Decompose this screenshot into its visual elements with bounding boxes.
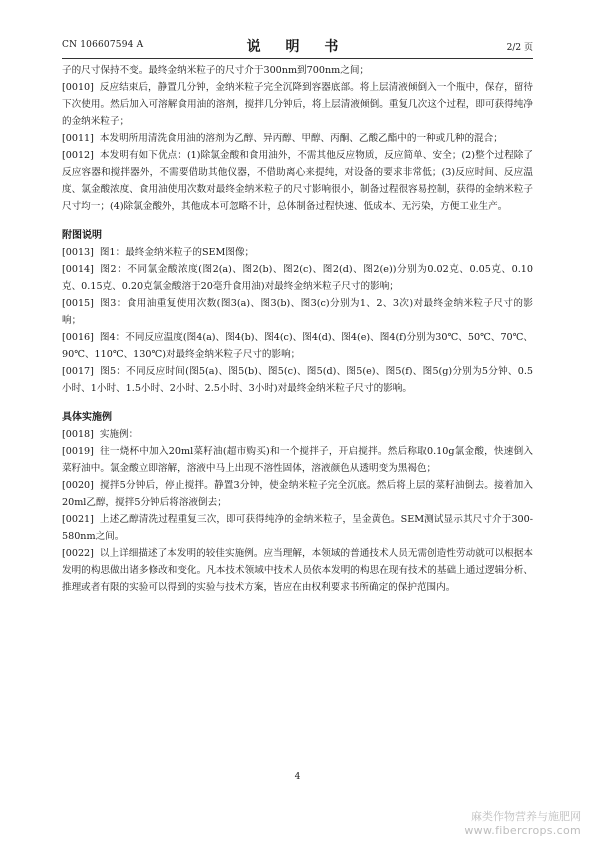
- paragraph-text: 上述乙醇清洗过程重复三次，即可获得纯净的金纳米粒子，呈金黄色。SEM测试显示其尺寸介于300-580nm之间。: [62, 514, 533, 542]
- document-title: 说 明 书: [246, 39, 349, 55]
- paragraph-text: 本发明有如下优点：(1)除氯金酸和食用油外，不需其他反应物质，反应简单、安全；(2)整个过程除了反应容器和搅拌器外，不需要借助其他仪器，不借助离心来提纯，对设备的要求非常低；(3)反应时间、反应温度、氯金酸浓度、食用油使用次数对最终金纳米粒子的尺寸影响很小，制备过程很容易控制，获得的金纳米粒子尺寸均一；(4)除氯金酸外，其他成本可忽略不计，总体制备过程快速、低成本、无污染，方便工业生产。: [62, 150, 533, 212]
- paragraph-number: [0017]: [62, 366, 94, 377]
- watermark: [464, 810, 581, 838]
- paragraph: [62, 62, 533, 79]
- page-number: 4: [294, 772, 301, 782]
- paragraph: [62, 511, 533, 545]
- paragraph: [62, 244, 533, 261]
- paragraph-number: [0022]: [62, 548, 94, 559]
- paragraph-number: [0012]: [62, 150, 94, 161]
- paragraph: [62, 329, 533, 363]
- paragraph: [62, 363, 533, 397]
- page-header: [62, 36, 533, 58]
- paragraph-text: 图1：最终金纳米粒子的SEM图像；: [99, 247, 255, 258]
- paragraph-group-top: [62, 62, 533, 215]
- paragraph: [62, 147, 533, 215]
- paragraph: [62, 295, 533, 329]
- document-body: [62, 62, 533, 596]
- paragraph-number: [0014]: [62, 264, 94, 275]
- paragraph-text: 实施例：: [99, 429, 139, 440]
- watermark-site-name: 麻类作物营养与施肥网: [471, 810, 581, 823]
- paragraph: [62, 443, 533, 477]
- header-divider: [62, 58, 533, 59]
- paragraph-text: 图5：不同反应时间(图5(a)、图5(b)、图5(c)、图5(d)、图5(e)、图5(f)、图5(g)分别为5分钟、0.5小时、1小时、1.5小时、2小时、2.5小时、3小时)对最终金纳米粒子尺寸的影响。: [62, 366, 533, 394]
- section-title-figures: 附图说明: [62, 230, 102, 241]
- paragraph-text: 图4：不同反应温度(图4(a)、图4(b)、图4(c)、图4(d)、图4(e)、图4(f)分别为30℃、50℃、70℃、90℃、110℃、130℃)对最终金纳米粒子尺寸的影响；: [62, 332, 533, 360]
- paragraph-text: 搅拌5分钟后，停止搅拌。静置3分钟，使金纳米粒子完全沉底。然后将上层的菜籽油倒去。接着加入20ml乙醇，搅拌5分钟后将溶液倒去；: [62, 480, 533, 508]
- paragraph-number: [0013]: [62, 247, 94, 258]
- page-fraction: 2/2 页: [506, 43, 533, 53]
- paragraph-group-figures: [62, 244, 533, 397]
- paragraph-text: 图2：不同氯金酸浓度(图2(a)、图2(b)、图2(c)、图2(d)、图2(e))分别为0.02克、0.05克、0.10克、0.15克、0.20克氯金酸溶于20毫升食用油)对最终金纳米粒子尺寸的影响；: [62, 264, 533, 292]
- section-title-examples: 具体实施例: [62, 412, 112, 423]
- paragraph-number: [0015]: [62, 298, 94, 309]
- paragraph: [62, 477, 533, 511]
- paragraph-text: 反应结束后，静置几分钟，金纳米粒子完全沉降到容器底部。将上层清液倾倒入一个瓶中，保存，留待下次使用。然后加入可溶解食用油的溶剂，搅拌几分钟后，将上层清液倾倒。重复几次这个过程，即可获得纯净的金纳米粒子；: [62, 82, 533, 127]
- paragraph-text: 子的尺寸保持不变。最终金纳米粒子的尺寸介于300nm到700nm之间；: [62, 65, 370, 76]
- paragraph: [62, 79, 533, 130]
- paragraph-number: [0021]: [62, 514, 94, 525]
- paragraph-number: [0010]: [62, 82, 94, 93]
- paragraph: [62, 426, 533, 443]
- publication-number: CN 106607594 A: [62, 40, 144, 50]
- paragraph-text: 以上详细描述了本发明的较佳实施例。应当理解，本领域的普通技术人员无需创造性劳动就可以根据本发明的构思做出诸多修改和变化。凡本技术领域中技术人员依本发明的构思在现有技术的基础上通过逻辑分析、推理或者有限的实验可以得到的实验与技术方案，皆应在由权利要求书所确定的保护范围内。: [62, 548, 533, 593]
- paragraph: [62, 261, 533, 295]
- paragraph-text: 往一烧杯中加入20ml菜籽油(超市购买)和一个搅拌子，开启搅拌。然后称取0.10g氯金酸，快速倒入菜籽油中。氯金酸立即溶解，溶液中马上出现不溶性固体，溶液颜色从透明变为黑褐色；: [62, 446, 533, 474]
- paragraph-number: [0019]: [62, 446, 94, 457]
- paragraph-number: [0016]: [62, 332, 94, 343]
- paragraph-number: [0011]: [62, 133, 94, 144]
- paragraph-text: 图3：食用油重复使用次数(图3(a)、图3(b)、图3(c)分别为1、2、3次)对最终金纳米粒子尺寸的影响；: [62, 298, 533, 326]
- paragraph: [62, 545, 533, 596]
- paragraph-number: [0018]: [62, 429, 94, 440]
- paragraph: [62, 130, 533, 147]
- paragraph-group-examples: [62, 426, 533, 596]
- watermark-url: www.fibercrops.com: [464, 824, 581, 837]
- paragraph-text: 本发明所用清洗食用油的溶剂为乙醇、异丙醇、甲醇、丙酮、乙酸乙酯中的一种或几种的混合；: [99, 133, 503, 144]
- paragraph-number: [0020]: [62, 480, 94, 491]
